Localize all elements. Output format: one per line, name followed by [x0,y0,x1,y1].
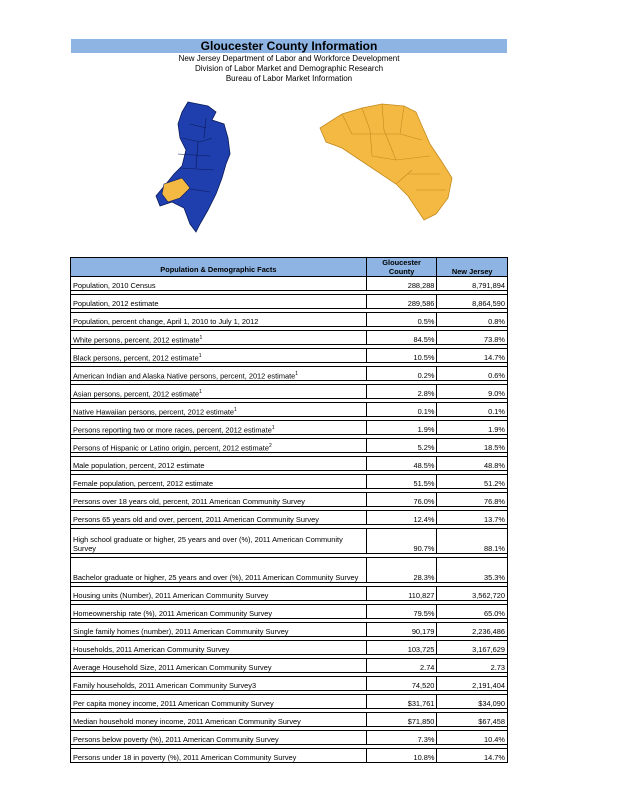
table-row [71,749,508,763]
table-row [71,493,508,507]
row-label-text: Per capita money income, 2011 American Community Survey [73,699,274,708]
county-value: 84.5% [366,331,437,345]
table-row [71,529,508,554]
row-label-text: White persons, percent, 2012 estimate [73,335,200,344]
state-value: 2.73 [437,659,508,673]
row-label-text: Housing units (Number), 2011 American Community Survey [73,591,269,600]
table-row [71,385,508,399]
row-label [71,731,367,745]
row-label [71,277,367,291]
county-value: 90,179 [366,623,437,637]
row-label [71,421,367,435]
row-label-text: American Indian and Alaska Native persons, percent, 2012 estimate [73,371,296,380]
row-label-text: Persons 65 years old and over, percent, 2011 American Community Survey [73,515,319,524]
state-value: 14.7% [437,349,508,363]
gloucester-county-map [312,100,462,222]
row-label [71,623,367,637]
row-label [71,457,367,471]
column-header-county: Gloucester County [366,258,437,277]
row-label-text: Persons below poverty (%), 2011 American Community Survey [73,735,279,744]
row-label [71,558,367,583]
county-value: 7.3% [366,731,437,745]
column-header-facts: Population & Demographic Facts [71,258,367,277]
county-value: 5.2% [366,439,437,453]
footnote-marker: 1 [234,406,237,413]
row-label [71,385,367,399]
state-value: 0.6% [437,367,508,381]
row-label-text: Male population, percent, 2012 estimate [73,461,205,470]
row-label-text: Population, percent change, April 1, 2010 to July 1, 2012 [73,317,259,326]
department-line: New Jersey Department of Labor and Workforce Development [178,54,400,63]
row-label-text: Median household money income, 2011 American Community Survey [73,717,301,726]
state-value: 88.1% [437,529,508,554]
row-label-text: Population, 2010 Census [73,281,156,290]
county-value: 2.74 [366,659,437,673]
county-value: 288,288 [366,277,437,291]
state-value: 10.4% [437,731,508,745]
footnote-marker: 2 [268,442,272,449]
row-label-text: Black persons, percent, 2012 estimate [73,353,199,362]
county-value: 2.8% [366,385,437,399]
table-row [71,295,508,309]
row-label [71,475,367,489]
page-title: Gloucester County Information [71,39,507,53]
column-header-state: New Jersey [437,258,508,277]
row-label-text: Female population, percent, 2012 estimate [73,479,214,488]
row-label-text: Homeownership rate (%), 2011 American Community Survey [73,609,273,618]
table-row [71,313,508,327]
state-value: $67,458 [437,713,508,727]
county-value: 12.4% [366,511,437,525]
new-jersey-map [150,98,250,238]
state-value: 0.8% [437,313,508,327]
state-value: $34,090 [437,695,508,709]
state-value: 13.7% [437,511,508,525]
state-value: 76.8% [437,493,508,507]
row-label [71,403,367,417]
state-value: 14.7% [437,749,508,763]
county-value: 79.5% [366,605,437,619]
row-label-text: Average Household Size, 2011 American Community Survey [73,663,272,672]
row-label-text: Persons reporting two or more races, percent, 2012 estimate [73,425,272,434]
row-label [71,493,367,507]
footnote-marker: 1 [295,370,299,377]
state-value: 8,864,590 [437,295,508,309]
table-row [71,475,508,489]
state-value: 0.1% [437,403,508,417]
state-value: 35.3% [437,558,508,583]
county-value: 51.5% [366,475,437,489]
table-row [71,511,508,525]
row-label [71,529,367,554]
state-value: 65.0% [437,605,508,619]
new-jersey-state-shape [156,102,230,232]
state-value: 3,562,720 [437,587,508,601]
state-value: 2,191,404 [437,677,508,691]
county-value: $71,850 [366,713,437,727]
row-label [71,695,367,709]
table-row [71,367,508,381]
county-value: 0.1% [366,403,437,417]
row-label-text: Persons of Hispanic or Latino origin, percent, 2012 estimate [73,443,269,452]
table-row [71,677,508,691]
county-value: 1.9% [366,421,437,435]
row-label [71,331,367,345]
row-label [71,659,367,673]
state-value: 1.9% [437,421,508,435]
row-label-text: High school graduate or higher, 25 years and over (%), 2011 American Community Survey [73,535,343,553]
table-row [71,558,508,583]
county-value: $31,761 [366,695,437,709]
footnote-marker: 1 [199,388,202,395]
footnote-marker: 1 [199,334,203,341]
county-value: 103,725 [366,641,437,655]
county-value: 28.3% [366,558,437,583]
row-label-text: Asian persons, percent, 2012 estimate [73,389,200,398]
row-label-text: Persons under 18 in poverty (%), 2011 American Community Survey [73,753,297,762]
state-value: 2,236,486 [437,623,508,637]
table-row [71,439,508,453]
county-value: 48.5% [366,457,437,471]
table-row [71,349,508,363]
table-row [71,403,508,417]
table-row [71,695,508,709]
row-label-text: Native Hawaiian persons, percent, 2012 estimate [73,407,235,416]
row-label [71,349,367,363]
row-label [71,511,367,525]
row-label-text: Bachelor graduate or higher, 25 years and over (%), 2011 American Community Survey [73,573,359,582]
county-value: 10.5% [366,349,437,363]
row-label [71,641,367,655]
county-value: 74,520 [366,677,437,691]
table-row [71,605,508,619]
state-value: 8,791,894 [437,277,508,291]
table-row [71,421,508,435]
table-row [71,277,508,291]
table-row [71,457,508,471]
county-value: 76.0% [366,493,437,507]
state-value: 51.2% [437,475,508,489]
division-line: Division of Labor Market and Demographic Research [194,64,384,73]
gloucester-county-shape [320,104,452,220]
row-label-text: Households, 2011 American Community Survey [73,645,230,654]
table-row [71,659,508,673]
row-label [71,587,367,601]
county-value: 0.2% [366,367,437,381]
table-row [71,587,508,601]
county-value: 90.7% [366,529,437,554]
county-value: 0.5% [366,313,437,327]
county-value: 10.8% [366,749,437,763]
state-value: 73.8% [437,331,508,345]
row-label [71,605,367,619]
table-row [71,331,508,345]
row-label [71,749,367,763]
state-value: 18.5% [437,439,508,453]
row-label-text: Single family homes (number), 2011 American Community Survey [73,627,289,636]
county-value: 110,827 [366,587,437,601]
state-value: 3,167,629 [437,641,508,655]
state-value: 9.0% [437,385,508,399]
row-label [71,439,367,453]
demographic-facts-table [70,257,508,763]
row-label [71,367,367,381]
footnote-marker: 1 [271,424,275,431]
row-label [71,713,367,727]
bureau-line: Bureau of Labor Market Information [225,74,353,83]
row-label-text: Family households, 2011 American Community Survey3 [73,681,257,690]
row-label-text: Population, 2012 estimate [73,299,159,308]
table-row [71,713,508,727]
row-label [71,313,367,327]
table-row [71,731,508,745]
county-value: 289,586 [366,295,437,309]
row-label [71,295,367,309]
table-row [71,641,508,655]
footnote-marker: 1 [198,352,202,359]
state-value: 48.8% [437,457,508,471]
table-row [71,623,508,637]
row-label-text: Persons over 18 years old, percent, 2011 American Community Survey [73,497,305,506]
row-label [71,677,367,691]
